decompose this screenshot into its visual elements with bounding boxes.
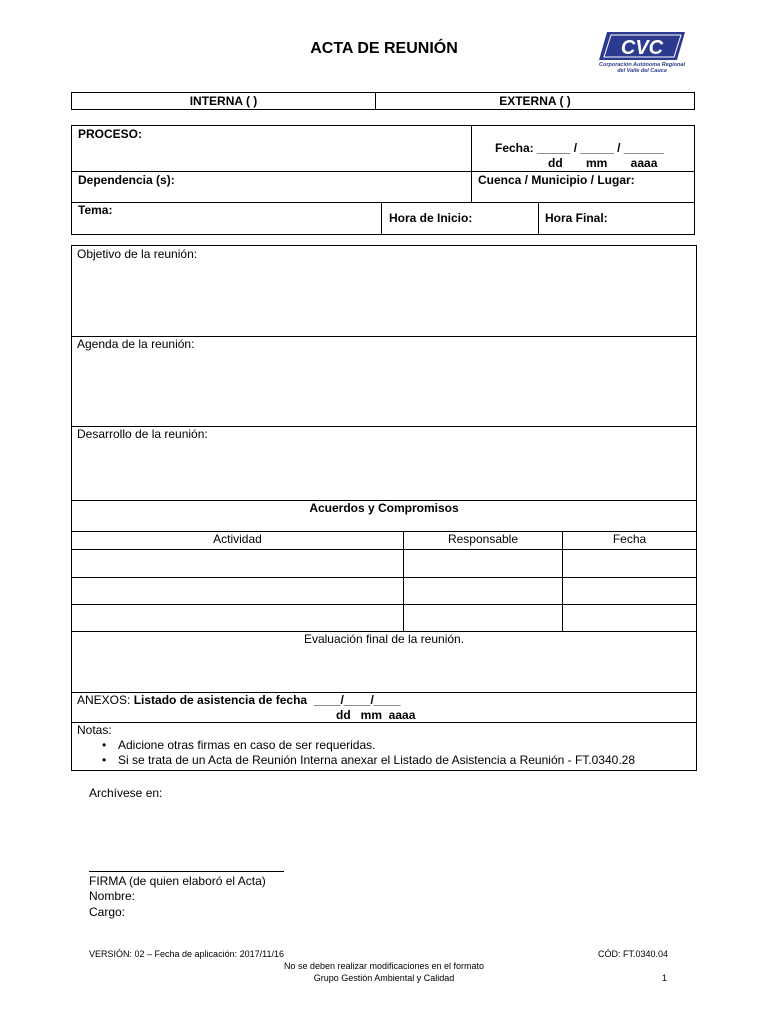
nombre-field[interactable]: Nombre: [89, 889, 136, 903]
objetivo-field[interactable]: Objetivo de la reunión: [77, 247, 198, 261]
anexos-date-format: dd mm aaaa [336, 708, 416, 722]
acuerdos-heading: Acuerdos y Compromisos [309, 501, 459, 515]
cargo-field[interactable]: Cargo: [89, 905, 126, 919]
agenda-field[interactable]: Agenda de la reunión: [77, 337, 195, 351]
info-table [71, 125, 695, 235]
footer-code: CÓD: FT.0340.04 [598, 949, 669, 959]
col-fecha: Fecha [612, 532, 647, 546]
table-row[interactable] [72, 605, 696, 631]
table-row[interactable] [72, 550, 696, 577]
cvc-logo-icon [597, 30, 687, 62]
anexos-field[interactable] [77, 693, 401, 707]
notas-label: Notas: [77, 723, 112, 737]
interna-option[interactable]: INTERNA ( ) [189, 94, 258, 108]
evaluacion-field[interactable]: Evaluación final de la reunión. [303, 632, 465, 646]
signature-line[interactable] [89, 871, 284, 872]
meeting-type-row [71, 92, 695, 110]
footer-note: No se deben realizar modificaciones en el formato [283, 961, 485, 971]
footer-version: VERSIÓN: 02 – Fecha de aplicación: 2017/11/16 [89, 949, 284, 959]
col-actividad: Actividad [213, 532, 262, 546]
fecha-field[interactable]: Fecha: _____ / _____ / ______ [495, 141, 664, 155]
proceso-field[interactable]: PROCESO: [78, 127, 143, 141]
note-item: • Si se trata de un Acta de Reunión Interna anexar el Listado de Asistencia a Reunión - FT.0340.28 [72, 753, 696, 768]
anexos-listado: Listado de asistencia de fecha ____/____/____ [133, 693, 401, 707]
table-row[interactable] [72, 578, 696, 604]
page-number: 1 [662, 973, 668, 983]
externa-option[interactable]: EXTERNA ( ) [499, 94, 571, 108]
footer-group: Grupo Gestión Ambiental y Calidad [313, 973, 455, 983]
note-item: • Adicione otras firmas en caso de ser requeridas. [72, 738, 696, 753]
logo-subtitle: Corporación Autónoma Regional del Valle del Cauca [599, 62, 685, 74]
firma-label: FIRMA (de quien elaboró el Acta) [89, 874, 266, 888]
hora-final-field[interactable]: Hora Final: [545, 211, 608, 225]
anexos-label: ANEXOS: [77, 693, 134, 707]
fecha-format: dd mm aaaa [548, 156, 658, 170]
cuenca-field[interactable]: Cuenca / Municipio / Lugar: [478, 173, 635, 187]
tema-field[interactable]: Tema: [78, 203, 113, 217]
minutes-table [71, 245, 697, 771]
desarrollo-field[interactable]: Desarrollo de la reunión: [77, 427, 208, 441]
notes-list [72, 738, 696, 768]
dependencia-field[interactable]: Dependencia (s): [78, 173, 175, 187]
cvc-logo [597, 30, 687, 80]
archive-label: Archívese en: [89, 786, 163, 800]
logo-text: CVC [620, 37, 664, 59]
col-responsable: Responsable [447, 532, 519, 546]
document-title: ACTA DE REUNIÓN [310, 40, 458, 57]
hora-inicio-field[interactable]: Hora de Inicio: [389, 211, 473, 225]
